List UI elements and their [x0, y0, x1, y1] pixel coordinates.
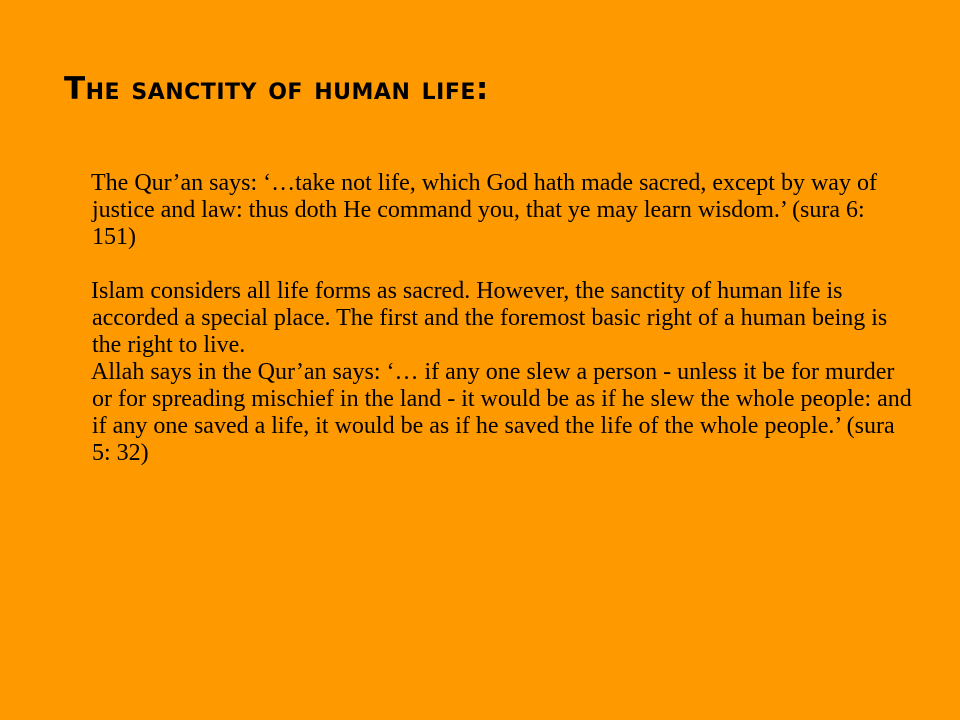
- slide-body: [92, 170, 912, 467]
- sanctity-paragraph: Islam considers all life forms as sacred. However, the sanctity of human life is accorded a special place. The first and the foremost basic right of a human being is the right to live.: [91, 278, 888, 358]
- quran-quote-paragraph: The Qur’an says: ‘…take not life, which God hath made sacred, except by way of justice and law: thus doth He command you, that ye may learn wisdom.’ (sura 6: 151): [91, 170, 877, 250]
- slide-title: The sanctity of human life:: [64, 71, 489, 107]
- allah-says-paragraph: Allah says in the Qur’an says: ‘… if any one slew a person - unless it be for murder or for spreading mischief in the land - it would be as if he slew the whole people: and if any one saved a life, it would be as if he saved the life of the whole people.’ (sura 5: 32): [91, 359, 912, 466]
